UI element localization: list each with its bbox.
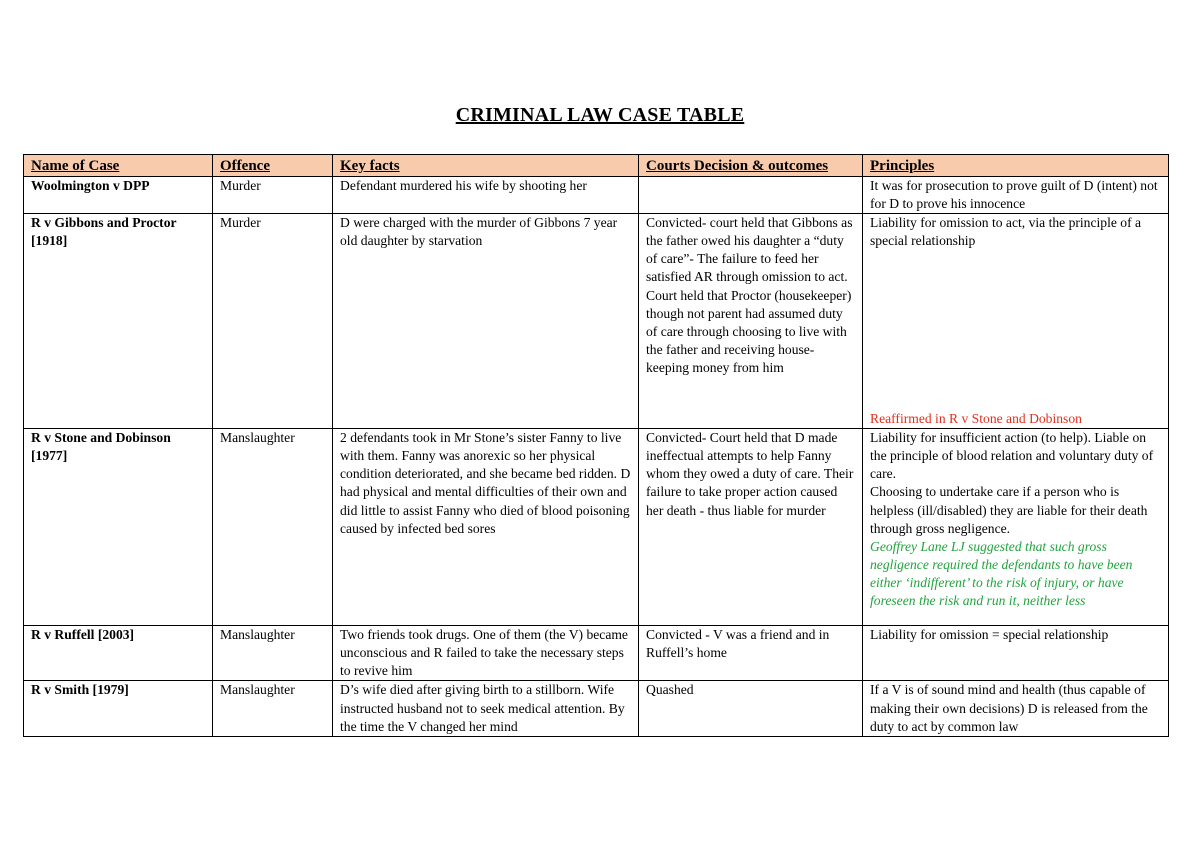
key-facts-cell: Two friends took drugs. One of them (the V) became unconscious and R failed to take the necessary steps to revive him bbox=[333, 626, 639, 681]
judge-note: Geoffrey Lane LJ suggested that such gross negligence required the defendants to have been either ‘indifferent’ to the risk of injury, or have foreseen the risk and run it, neither less bbox=[870, 538, 1133, 609]
key-facts-cell: Defendant murdered his wife by shooting her bbox=[333, 177, 639, 214]
column-header-key-facts: Key facts bbox=[333, 155, 639, 177]
principles-cell: If a V is of sound mind and health (thus capable of making their own decisions) D is released from the duty to act by common law bbox=[863, 681, 1169, 736]
case-name-cell: R v Stone and Dobinson [1977] bbox=[24, 429, 213, 626]
offence-cell: Manslaughter bbox=[213, 429, 333, 626]
case-name-cell: R v Gibbons and Proctor [1918] bbox=[24, 214, 213, 429]
principles-cell bbox=[863, 214, 1169, 429]
table-row bbox=[24, 429, 1169, 626]
principles-text: Liability for omission to act, via the principle of a special relationship bbox=[870, 215, 1142, 249]
column-header-principles: Principles bbox=[863, 155, 1169, 177]
offence-cell: Manslaughter bbox=[213, 626, 333, 681]
offence-cell: Manslaughter bbox=[213, 681, 333, 736]
column-header-name: Name of Case bbox=[24, 155, 213, 177]
key-facts-cell: D were charged with the murder of Gibbons 7 year old daughter by starvation bbox=[333, 214, 639, 429]
offence-cell: Murder bbox=[213, 214, 333, 429]
reaffirmed-note: Reaffirmed in R v Stone and Dobinson bbox=[870, 411, 1082, 427]
key-facts-cell: 2 defendants took in Mr Stone’s sister Fanny to live with them. Fanny was anorexic so her physical condition deteriorated, and she became bed ridden. D had physical and mental difficulties of their own and did little to assist Fanny who died of blood poisoning caused by infected bed sores bbox=[333, 429, 639, 626]
case-name-cell: R v Ruffell [2003] bbox=[24, 626, 213, 681]
principles-text: Liability for insufficient action (to help). Liable on the principle of blood relation and voluntary duty of care. bbox=[870, 430, 1154, 482]
table-row bbox=[24, 626, 1169, 681]
table-row bbox=[24, 177, 1169, 214]
case-name-cell: Woolmington v DPP bbox=[24, 177, 213, 214]
decision-cell bbox=[639, 177, 863, 214]
table-header-row bbox=[24, 155, 1169, 177]
case-name-cell: R v Smith [1979] bbox=[24, 681, 213, 736]
decision-cell: Convicted- Court held that D made ineffectual attempts to help Fanny whom they owed a duty of care. Their failure to take proper action caused her death - thus liable for murder bbox=[639, 429, 863, 626]
column-header-decision: Courts Decision & outcomes bbox=[639, 155, 863, 177]
decision-cell: Convicted - V was a friend and in Ruffell’s home bbox=[639, 626, 863, 681]
table-row bbox=[24, 214, 1169, 429]
page-title: CRIMINAL LAW CASE TABLE bbox=[455, 104, 745, 126]
principles-cell: It was for prosecution to prove guilt of D (intent) not for D to prove his innocence bbox=[863, 177, 1169, 214]
key-facts-cell: D’s wife died after giving birth to a stillborn. Wife instructed husband not to seek medical attention. By the time the V changed her mind bbox=[333, 681, 639, 736]
case-table bbox=[23, 154, 1169, 737]
column-header-offence: Offence bbox=[213, 155, 333, 177]
principles-text: Choosing to undertake care if a person who is helpless (ill/disabled) they are liable for their death through gross negligence. bbox=[870, 484, 1148, 536]
decision-cell: Quashed bbox=[639, 681, 863, 736]
decision-cell: Convicted- court held that Gibbons as the father owed his daughter a “duty of care”- The failure to feed her satisfied AR through omission to act. Court held that Proctor (housekeeper) though not parent had assumed duty of care through choosing to live with the father and receiving house-keeping money from him bbox=[639, 214, 863, 429]
principles-cell: Liability for omission = special relationship bbox=[863, 626, 1169, 681]
offence-cell: Murder bbox=[213, 177, 333, 214]
table-row bbox=[24, 681, 1169, 736]
principles-cell bbox=[863, 429, 1169, 626]
